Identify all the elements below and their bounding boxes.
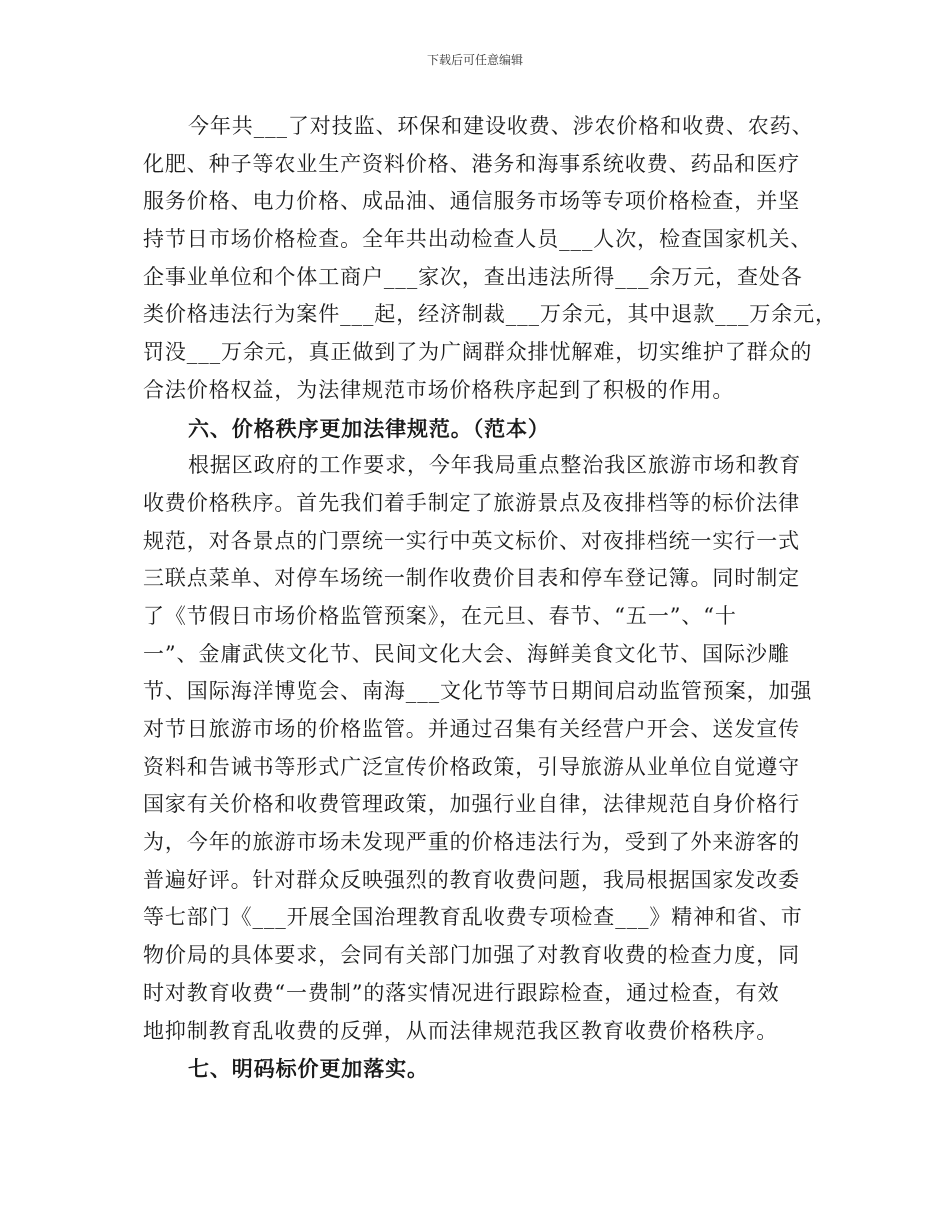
text-line: 罚没___万余元，真正做到了为广阔群众排忧解难，切实维护了群众的	[143, 340, 813, 365]
text-line: 化肥、种子等农业生产资料价格、港务和海事系统收费、药品和医疗	[143, 151, 800, 176]
text-line: 三联点菜单、对停车场统一制作收费价目表和停车登记簿。同时制定	[143, 566, 800, 591]
text-line: 持节日市场价格检查。全年共出动检查人员___人次，检查国家机关、	[143, 227, 813, 252]
section-heading-seven: 七、明码标价更加落实。	[188, 1056, 429, 1082]
section-heading-six: 六、价格秩序更加法律规范。（范本）	[188, 415, 550, 441]
text-line: 时对教育收费“一费制”的落实情况进行跟踪检查，通过检查，有效	[143, 980, 780, 1005]
text-line: 一”、金庸武侠文化节、民间文化大会、海鲜美食文化节、国际沙雕	[143, 641, 790, 666]
text-line: 资料和告诫书等形式广泛宣传价格政策，引导旅游从业单位自觉遵守	[143, 754, 800, 779]
text-line: 物价局的具体要求，会同有关部门加强了对教育收费的检查力度，同	[143, 943, 800, 968]
text-line: 对节日旅游市场的价格监管。并通过召集有关经营户开会、送发宣传	[143, 717, 800, 741]
paragraph-price-inspection	[143, 108, 837, 410]
document-body	[143, 108, 837, 1088]
text-line: 根据区政府的工作要求，今年我局重点整治我区旅游市场和教育	[188, 453, 802, 478]
text-line: 国家有关价格和收费管理政策，加强行业自律，法律规范自身价格行	[143, 792, 800, 817]
text-line: 规范，对各景点的门票统一实行中英文标价、对夜排档统一实行一式	[143, 528, 800, 553]
text-line: 类价格违法行为案件___起，经济制裁___万余元，其中退款___万余元，	[143, 302, 837, 327]
text-line: 服务价格、电力价格、成品油、通信服务市场等专项价格检查，并坚	[143, 189, 800, 214]
text-line: 了《节假日市场价格监管预案》，在元旦、春节、“五一”、“十	[143, 603, 737, 628]
text-line: 企事业单位和个体工商户___家次，查出违法所得___余万元，查处各	[143, 264, 803, 289]
text-line: 今年共___了对技监、环保和建设收费、涉农价格和收费、农药、	[188, 114, 814, 138]
page-header: 下载后可任意编辑	[426, 53, 523, 67]
paragraph-price-order	[143, 447, 815, 1050]
text-line: 等七部门《___开展全国治理教育乱收费专项检查___》精神和省、市	[143, 905, 803, 930]
text-line: 合法价格权益，为法律规范市场价格秩序起到了积极的作用。	[143, 377, 735, 402]
text-line: 地抑制教育乱收费的反弹，从而法律规范我区教育收费价格秩序。	[143, 1018, 779, 1043]
text-line: 普遍好评。针对群众反映强烈的教育收费问题，我局根据国家发改委	[143, 867, 800, 892]
text-line: 收费价格秩序。首先我们着手制定了旅游景点及夜排档等的标价法律	[143, 490, 800, 515]
text-line: 为，今年的旅游市场未发现严重的价格违法行为，受到了外来游客的	[143, 830, 800, 855]
text-line: 节、国际海洋博览会、南海___文化节等节日期间启动监管预案，加强	[143, 679, 813, 704]
